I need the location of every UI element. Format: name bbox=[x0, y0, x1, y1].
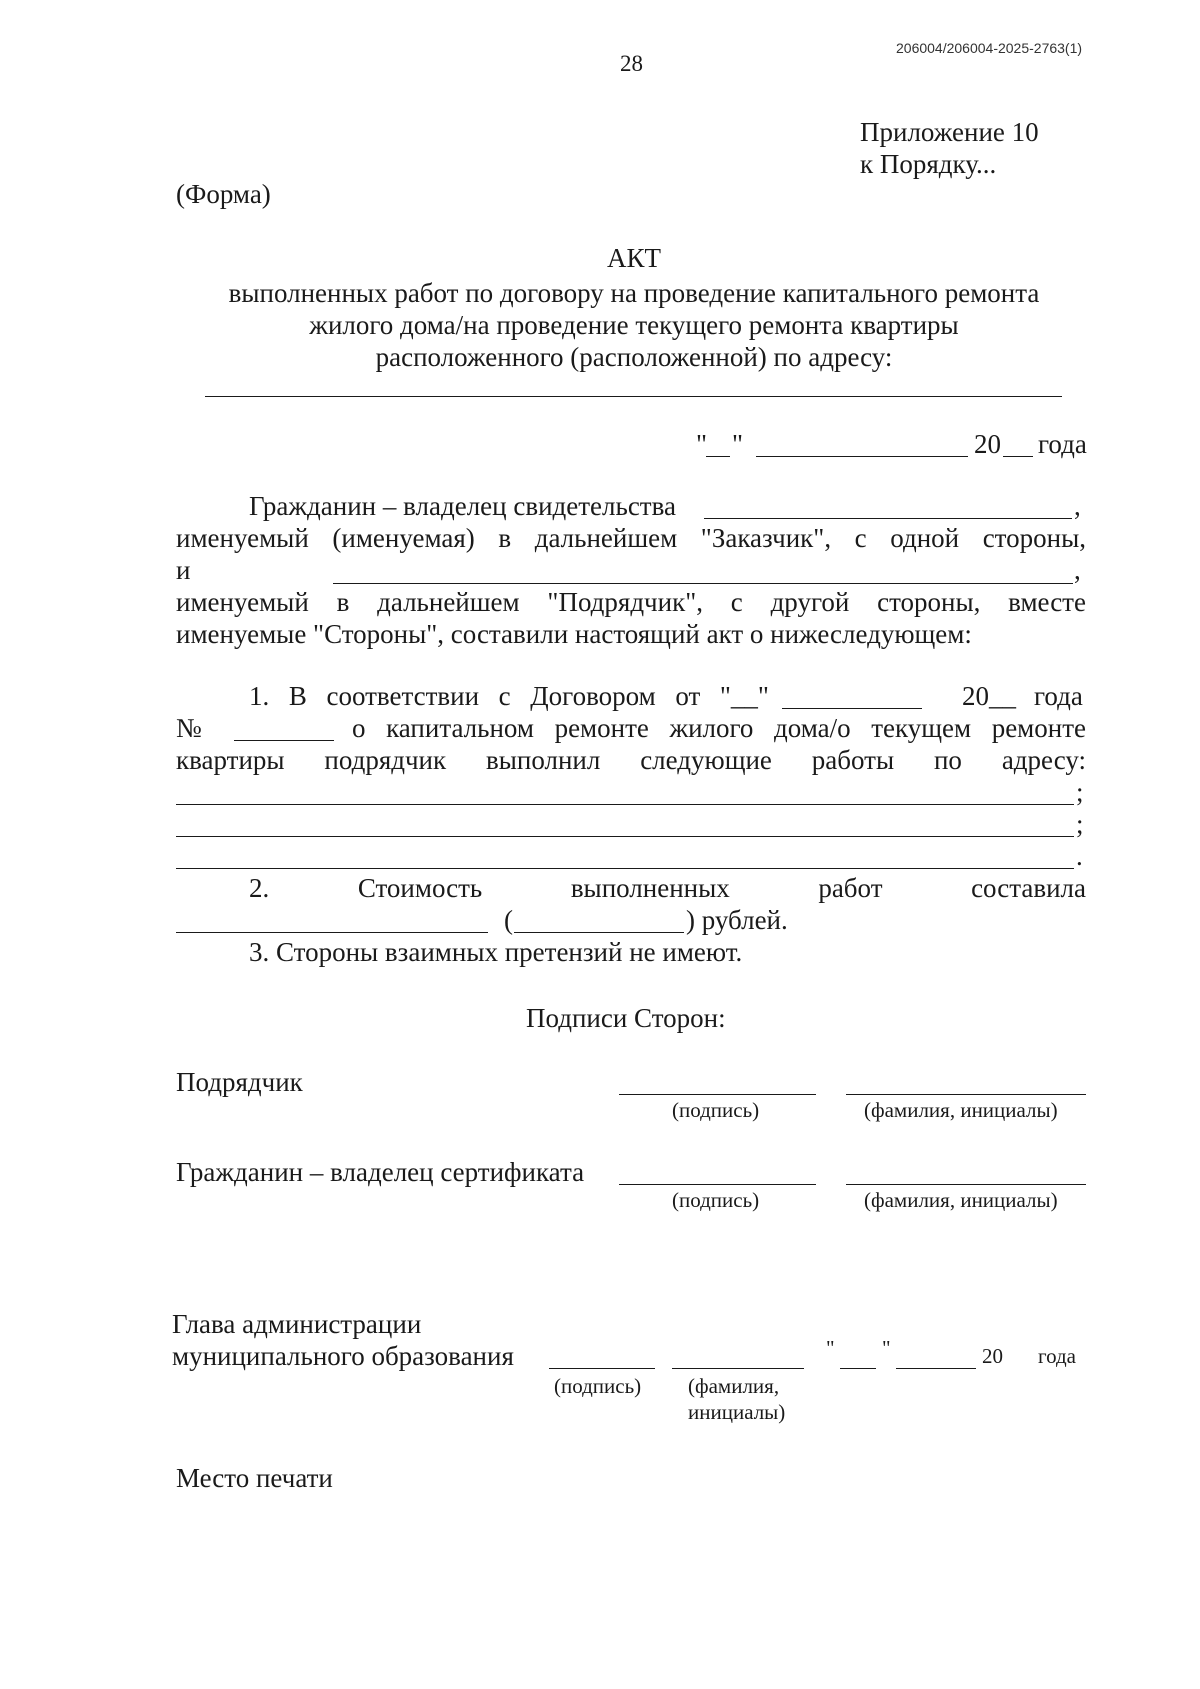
form-label: (Форма) bbox=[176, 179, 271, 209]
paren-open: ( bbox=[504, 905, 513, 935]
word: именуемый bbox=[176, 523, 309, 553]
works-blank-line-1 bbox=[176, 804, 1074, 805]
owner-label: Гражданин – владелец сертификата bbox=[176, 1157, 585, 1187]
owner-signature-blank bbox=[619, 1184, 816, 1185]
word: с bbox=[498, 681, 511, 711]
word: другой bbox=[770, 587, 850, 617]
word: стороны, bbox=[982, 523, 1086, 553]
contractor-name-caption: (фамилия, инициалы) bbox=[864, 1098, 1058, 1122]
title-line-2: жилого дома/на проведение текущего ремонта квартиры bbox=[309, 310, 959, 340]
word: вместе bbox=[1008, 587, 1086, 617]
date-quote-close: " bbox=[732, 429, 744, 459]
comma-1: , bbox=[1074, 491, 1081, 521]
works-blank-line-2 bbox=[176, 836, 1074, 837]
contract-month-blank bbox=[782, 708, 922, 709]
owner-name-blank bbox=[704, 518, 1072, 519]
word: ремонте bbox=[991, 713, 1086, 743]
head-name-blank bbox=[672, 1368, 804, 1369]
owner-certificate-label: Гражданин – владелец свидетельства bbox=[249, 491, 676, 521]
document-title: АКТ bbox=[607, 243, 661, 273]
word: от bbox=[675, 681, 701, 711]
word: работы bbox=[811, 745, 895, 775]
word: дальнейшем bbox=[534, 523, 678, 553]
item1-line-2 bbox=[352, 712, 1086, 744]
preamble-line-4 bbox=[176, 586, 1086, 618]
preamble-line-2 bbox=[176, 522, 1086, 554]
contractor-signature-caption: (подпись) bbox=[672, 1098, 760, 1122]
word: В bbox=[288, 681, 307, 711]
head-name-caption-1: (фамилия, bbox=[688, 1374, 780, 1398]
word: текущем bbox=[871, 713, 972, 743]
word: выполнил bbox=[486, 745, 601, 775]
word: подрядчик bbox=[324, 745, 447, 775]
date-quote-open: " bbox=[696, 429, 708, 459]
contractor-signature-blank bbox=[619, 1094, 816, 1095]
word: дома/о bbox=[774, 713, 851, 743]
word: "__" bbox=[719, 681, 769, 711]
contract-year: 20__ bbox=[962, 681, 1016, 711]
head-date-year-suffix: года bbox=[1038, 1344, 1076, 1368]
preamble-line-5: именуемые "Стороны", составили настоящий акт о нижеследующем: bbox=[176, 619, 972, 649]
word: соответствии bbox=[326, 681, 480, 711]
page-number: 28 bbox=[620, 51, 643, 76]
appendix-label: Приложение 10 bbox=[860, 117, 1039, 147]
word: составила bbox=[971, 873, 1086, 903]
date-year-blank bbox=[1003, 456, 1033, 457]
word: "Заказчик", bbox=[700, 523, 832, 553]
seal-place-label: Место печати bbox=[176, 1463, 333, 1493]
document-id: 206004/206004-2025-2763(1) bbox=[896, 40, 1083, 56]
word: в bbox=[498, 523, 512, 553]
word: именуемый bbox=[176, 587, 309, 617]
word: (именуемая) bbox=[332, 523, 475, 553]
signatures-heading: Подписи Сторон: bbox=[526, 1003, 726, 1033]
rubles-label: ) рублей. bbox=[686, 905, 788, 935]
word: в bbox=[336, 587, 350, 617]
owner-name-blank bbox=[846, 1184, 1086, 1185]
head-date-year-prefix: 20 bbox=[982, 1344, 1003, 1368]
title-line-3: расположенного (расположенной) по адресу: bbox=[375, 342, 893, 372]
contract-number-blank bbox=[234, 740, 334, 741]
cost-amount-blank bbox=[176, 932, 488, 933]
word: стороны, bbox=[877, 587, 981, 617]
word: Стоимость bbox=[357, 873, 483, 903]
appendix-reference: к Порядку... bbox=[860, 149, 997, 179]
word: одной bbox=[890, 523, 960, 553]
word: выполненных bbox=[570, 873, 730, 903]
head-label-line-1: Глава администрации bbox=[172, 1309, 422, 1339]
works-blank-line-3 bbox=[176, 868, 1074, 869]
word: ремонте bbox=[554, 713, 649, 743]
cost-words-blank bbox=[514, 932, 684, 933]
date-year-suffix: года bbox=[1038, 429, 1087, 459]
date-day-blank bbox=[706, 456, 730, 457]
number-sign: № bbox=[176, 713, 202, 743]
item1-line-3 bbox=[176, 744, 1086, 776]
semicolon-1: ; bbox=[1076, 777, 1084, 807]
address-blank-line bbox=[205, 396, 1062, 397]
word: жилого bbox=[669, 713, 754, 743]
head-date-quote-close: " bbox=[882, 1336, 891, 1360]
word: по bbox=[933, 745, 962, 775]
head-signature-caption: (подпись) bbox=[554, 1374, 642, 1398]
semicolon-2: ; bbox=[1076, 809, 1084, 839]
word: следующие bbox=[640, 745, 772, 775]
head-date-quote-open: " bbox=[826, 1336, 835, 1360]
word: с bbox=[730, 587, 743, 617]
word: Договором bbox=[530, 681, 656, 711]
head-signature-blank bbox=[549, 1368, 655, 1369]
word: работ bbox=[818, 873, 883, 903]
word: о bbox=[352, 713, 366, 743]
owner-name-caption: (фамилия, инициалы) bbox=[864, 1188, 1058, 1212]
head-name-caption-2: инициалы) bbox=[688, 1400, 786, 1424]
contractor-name-blank-line bbox=[846, 1094, 1086, 1095]
head-date-month-blank bbox=[896, 1368, 976, 1369]
period: . bbox=[1076, 841, 1083, 871]
word: квартиры bbox=[176, 745, 285, 775]
contractor-name-blank bbox=[333, 583, 1073, 584]
item3-text: 3. Стороны взаимных претензий не имеют. bbox=[249, 937, 743, 967]
date-month-blank bbox=[756, 456, 968, 457]
head-date-day-blank bbox=[840, 1368, 876, 1369]
contractor-label: Подрядчик bbox=[176, 1067, 303, 1097]
comma-2: , bbox=[1074, 555, 1081, 585]
owner-signature-caption: (подпись) bbox=[672, 1188, 760, 1212]
head-label-line-2: муниципального образования bbox=[172, 1341, 514, 1371]
word: адресу: bbox=[1001, 745, 1086, 775]
conjunction-and: и bbox=[176, 555, 191, 585]
item1-line-1 bbox=[249, 680, 769, 712]
word: 1. bbox=[249, 681, 270, 711]
item2-line-1 bbox=[249, 872, 1086, 904]
word: 2. bbox=[249, 873, 270, 903]
word: с bbox=[854, 523, 867, 553]
word: капитальном bbox=[386, 713, 534, 743]
year-word: года bbox=[1034, 681, 1083, 711]
date-year-prefix: 20 bbox=[974, 429, 1001, 459]
word: дальнейшем bbox=[377, 587, 520, 617]
word: "Подрядчик", bbox=[547, 587, 703, 617]
title-line-1: выполненных работ по договору на проведение капитального ремонта bbox=[228, 278, 1040, 308]
